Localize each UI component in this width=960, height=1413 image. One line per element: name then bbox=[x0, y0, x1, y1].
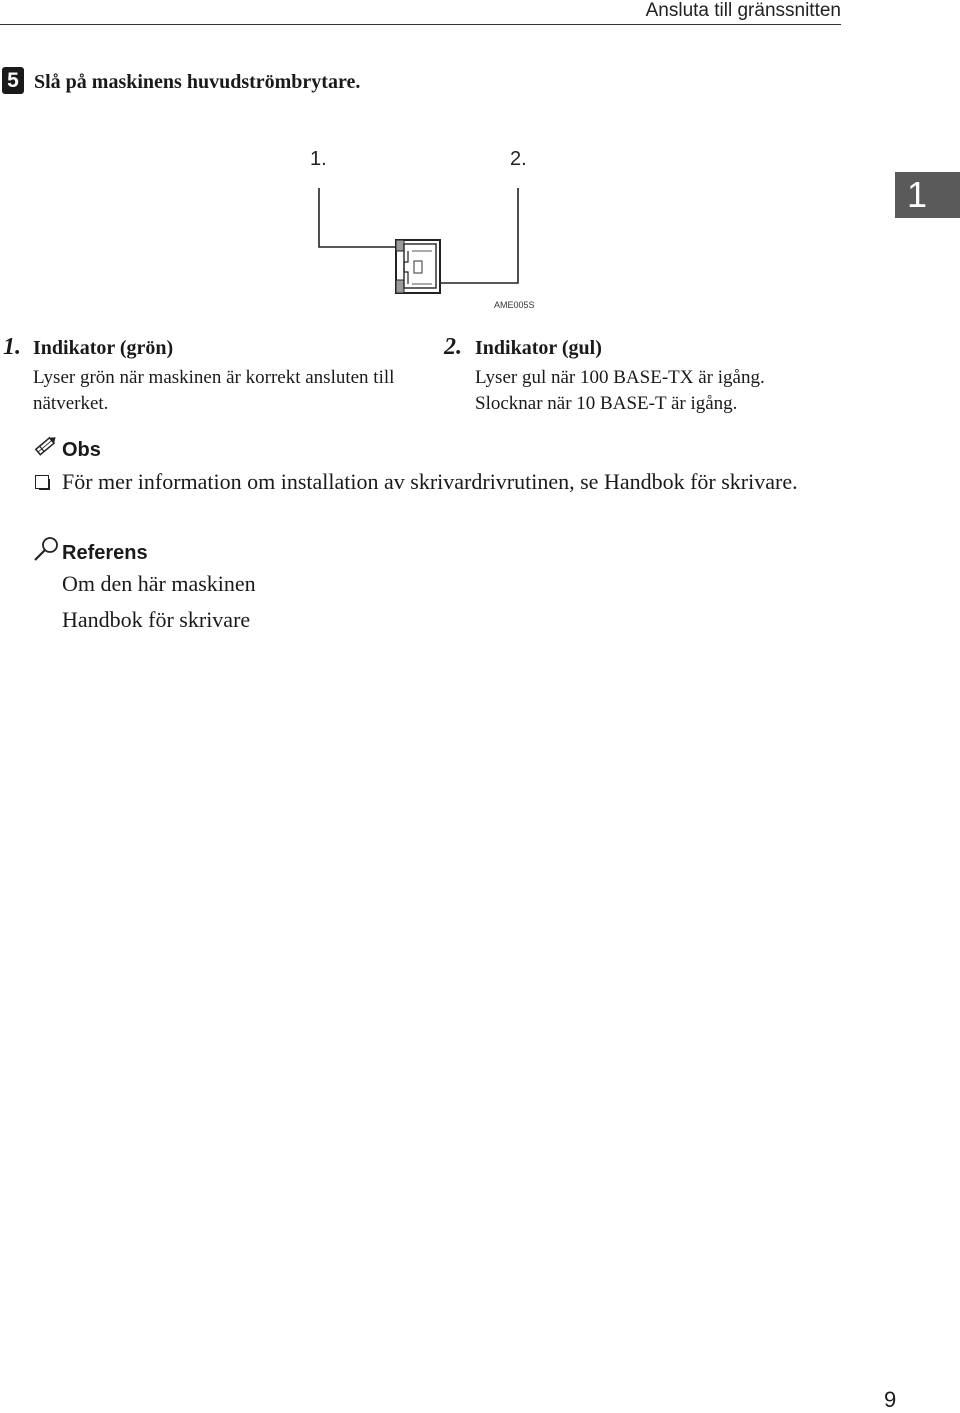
header-divider bbox=[0, 24, 841, 25]
indicator-2-number: 2. bbox=[444, 334, 462, 360]
indicator-1-number: 1. bbox=[3, 334, 21, 360]
reference-heading: Referens bbox=[62, 542, 148, 564]
figure-label-1: 1. bbox=[310, 148, 327, 170]
running-header: Ansluta till gränssnitten bbox=[645, 0, 841, 21]
network-port-figure bbox=[300, 140, 560, 320]
magnifier-icon bbox=[32, 536, 60, 562]
reference-item: Handbok för skrivare bbox=[62, 607, 251, 632]
rj45-port-icon bbox=[300, 140, 560, 320]
note-text: För mer information om installation av skrivardrivrutinen, se Handbok för skrivare. bbox=[62, 469, 798, 494]
reference-item: Om den här maskinen bbox=[62, 571, 256, 596]
checkbox-bullet-icon bbox=[35, 475, 49, 489]
figure-label-2: 2. bbox=[510, 148, 527, 170]
figure-code: AME005S bbox=[494, 300, 535, 310]
indicator-2-line-1: Lyser gul när 100 BASE-TX är igång. bbox=[475, 367, 765, 388]
indicator-1-title: Indikator (grön) bbox=[33, 337, 174, 359]
step-number-badge: 5 bbox=[2, 67, 24, 94]
indicator-1-description: Lyser grön när maskinen är korrekt ansluten till nätverket. bbox=[33, 367, 395, 414]
page-number: 9 bbox=[884, 1387, 897, 1412]
indicator-2-title: Indikator (gul) bbox=[475, 337, 602, 359]
note-heading: Obs bbox=[62, 439, 101, 461]
chapter-tab: 1 bbox=[895, 172, 960, 218]
pencil-icon bbox=[33, 434, 59, 458]
step-instruction: Slå på maskinens huvudströmbrytare. bbox=[34, 71, 361, 93]
indicator-2-line-2: Slocknar när 10 BASE-T är igång. bbox=[475, 393, 738, 414]
